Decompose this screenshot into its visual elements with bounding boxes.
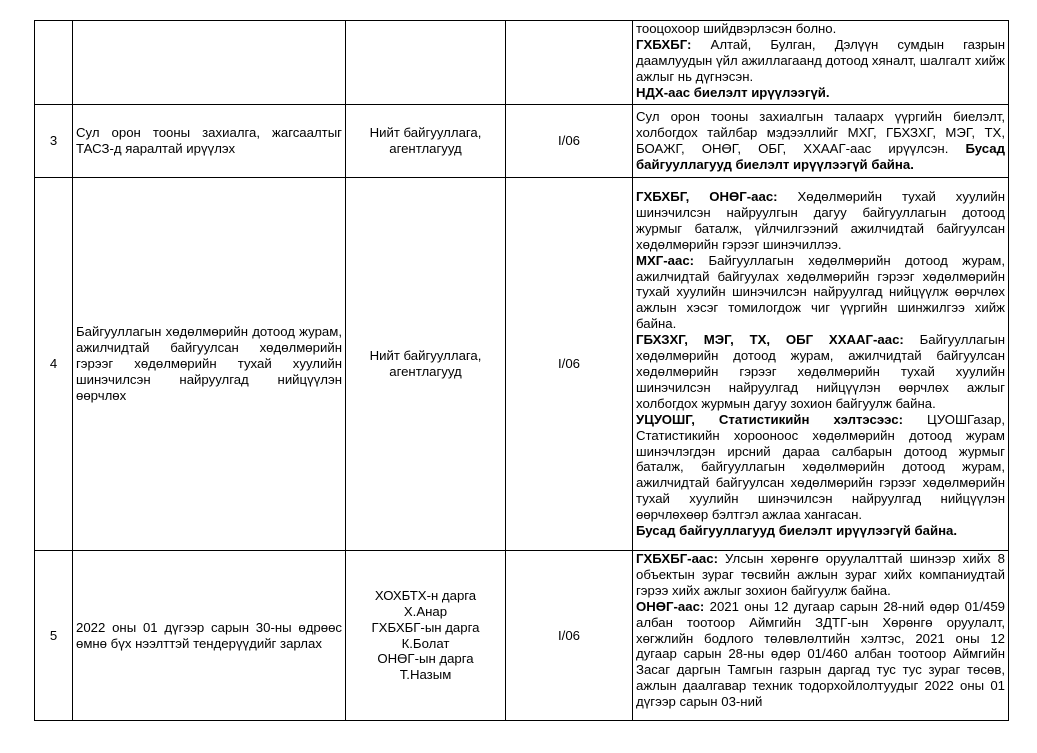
row-number: 4 xyxy=(35,178,73,551)
org-line: ХОХБТХ-н дарга xyxy=(374,587,477,603)
table-row xyxy=(35,105,1009,178)
status-paragraph: НДХ-аас биелэлт ирүүлээгүй. xyxy=(636,84,830,100)
org-line: ГХБХБГ-ын дарга xyxy=(371,619,480,635)
objective-code: I/06 xyxy=(506,105,633,178)
row-number: 3 xyxy=(35,105,73,178)
responsible-org xyxy=(346,105,506,178)
responsible-org xyxy=(346,551,506,721)
status-paragraph: ГХБХБГ-аас: Улсын хөрөнгө оруулалттай шинээр хийх 8 объектын зураг төсвийн ажлын зураг хийх компаниудтай гэрээ хийх ажлыг зохион байгуулж байна. xyxy=(636,551,1005,598)
objective-code xyxy=(506,21,633,105)
status-paragraph: тооцохоор шийдвэрлэсэн болно. xyxy=(636,21,837,36)
org-line: Нийт байгууллага, агентлагууд xyxy=(369,348,482,379)
status-clip xyxy=(636,551,1005,719)
org-line: Х.Анар xyxy=(403,603,448,619)
objective-code: I/06 xyxy=(506,551,633,721)
work-plan-table xyxy=(34,20,1009,721)
status-paragraph: УЦУОШГ, Статистикийн хэлтэсээс: ЦУОШГазар, Статистикийн хорооноос хөдөлмөрийн дотоод журам шинэчлэгдэн ирсний дараа салбарын дотоод журмыг баталж, байгууллагын хөдөлмөрийн дотоод журам, ажилчидтай байгуулсан хөдөлмөрийн гэрээг хөдөлмөрийн тухай хуулийн шинэчилсэн найруулгад нийцүүлэн өөрчлөхөөр бэлтгэл ажлаа хангасан. xyxy=(636,411,1006,523)
task-description: Байгууллагын хөдөлмөрийн дотоод журам, ажилчидтай байгуулсан хөдөлмөрийн гэрээг хөдөлмөрийн тухай хуулийн шинэчилсэн найруулгад нийцүүлэн өөрчлөх xyxy=(73,178,346,551)
status-paragraph: МХГ-аас: Байгууллагын хөдөлмөрийн дотоод журам, ажилчидтай байгуулах хөдөлмөрийн гэрээг хөдөлмөрийн тухай хуулийн шинэчилсэн найруулгад нийцүүлж өөрчлөх ажлын хэсэг томилогдож чиг үүргийн шинжилгээ хийж байна. xyxy=(636,252,1005,332)
status-report xyxy=(633,21,1009,105)
table-row xyxy=(35,551,1009,721)
responsible-org xyxy=(346,178,506,551)
table-row xyxy=(35,178,1009,551)
table-row xyxy=(35,21,1009,105)
org-line: К.Болат xyxy=(401,635,450,651)
responsible-org xyxy=(346,21,506,105)
status-paragraph: ГБХЗХГ, МЭГ, ТХ, ОБГ ХХААГ-аас: Байгууллагын хөдөлмөрийн дотоод журам, ажилчидтай байгуулсан хөдөлмөрийн гэрээг хөдөлмөрийн тухай хуулийн шинэчилсэн найруулгад нийцүүлэн өөрчлөх ажлыг холбогдох журмын дагуу зохион байгуулж байна. xyxy=(636,332,1005,411)
status-paragraph: Сул орон тооны захиалгын талаарх үүргийн биелэлт, холбогдох тайлбар мэдээллийг МХГ, ГБХЗХГ, МЭГ, ТХ, БОАЖГ, ОНӨГ, ОБГ, ХХААГ-аас ирүүлсэн. Бусад байгууллагууд биелэлт ирүүлээгүй байна. xyxy=(636,109,1005,172)
status-report xyxy=(633,105,1009,178)
status-report xyxy=(633,551,1009,721)
org-line: Нийт байгууллага, агентлагууд xyxy=(369,125,482,156)
status-paragraph: ГХБХБГ: Алтай, Булган, Дэлүүн сумдын газрын даамлуудын үйл ажиллагаанд дотоод хяналт, шалгалт хийж ажлыг нь дүгнэсэн. xyxy=(636,36,1005,84)
status-paragraph: ОНӨГ-аас: 2021 оны 12 дугаар сарын 28-ний өдөр 01/459 албан тоотоор Аймгийн ЗДТГ-ын Хөрөнгө оруулалт, хөгжлийн бодлого төлөвлөлтийн хэлтэс, 2021 оны 12 дугаар сарын 28-ны өдөр 01/460 албан тоотоор Аймгийн Засаг даргын Тамгын газрын даргад тус тус зураг төсөв, ажлын даалгавар техник тодорхойлолтуудыг 2022 оны 01 дүгээр сарын 03-ний xyxy=(636,598,1005,710)
task-description xyxy=(73,21,346,105)
task-description: 2022 оны 01 дүгээр сарын 30-ны өдрөөс өмнө бүх нээлттэй тендерүүдийг зарлах xyxy=(73,551,346,721)
org-line: Т.Назым xyxy=(399,667,452,683)
row-number: 5 xyxy=(35,551,73,721)
row-number xyxy=(35,21,73,105)
org-line: ОНӨГ-ын дарга xyxy=(377,651,474,667)
task-description: Сул орон тооны захиалга, жагсаалтыг ТАСЗ-д яаралтай ирүүлэх xyxy=(73,105,346,178)
status-report xyxy=(633,178,1009,551)
objective-code: I/06 xyxy=(506,178,633,551)
status-paragraph: Бусад байгууллагууд биелэлт ирүүлээгүй байна. xyxy=(636,523,958,539)
status-paragraph: ГХБХБГ, ОНӨГ-аас: Хөдөлмөрийн тухай хуулийн шинэчилсэн найруулгын дагуу байгууллагын дотоод журмыг баталж, үйлчилгээний ажилчидтай байгуулсан хөдөлмөрийн гэрээг шинэчиллээ. xyxy=(636,189,1006,252)
